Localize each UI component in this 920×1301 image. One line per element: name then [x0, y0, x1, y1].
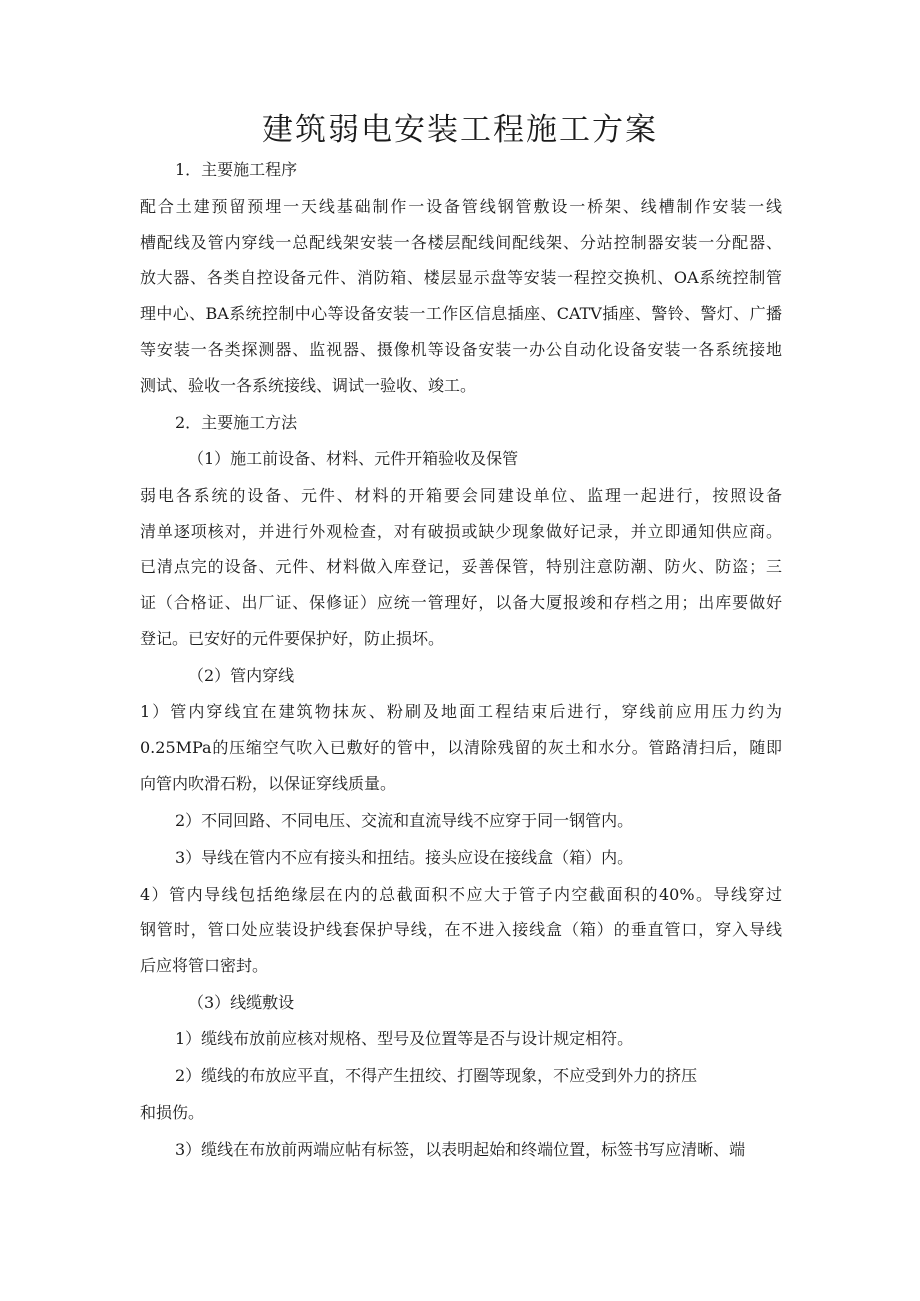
list-item: 和损伤。 — [140, 1103, 205, 1122]
paragraph-line: 槽配线及管内穿线一总配线架安装一各楼层配线间配线架、分站控制器安装一分配器、 — [140, 233, 782, 252]
paragraph-line: 4）管内导线包括绝缘层在内的总截面积不应大于管子内空截面积的40%。导线穿过 — [140, 885, 782, 904]
list-item: 2）缆线的布放应平直，不得产生扭绞、打圈等现象，不应受到外力的挤压 — [175, 1066, 698, 1085]
paragraph-line: 清单逐项核对，并进行外观检查，对有破损或缺少现象做好记录，并立即通知供应商。 — [140, 522, 782, 541]
paragraph-line: 已清点完的设备、元件、材料做入库登记，妥善保管，特别注意防潮、防火、防盗；三 — [140, 557, 782, 576]
paragraph-line: 向管内吹滑石粉，以保证穿线质量。 — [140, 774, 397, 793]
list-item: 2）不同回路、不同电压、交流和直流导线不应穿于同一钢管内。 — [175, 811, 634, 830]
paragraph-line: 弱电各系统的设备、元件、材料的开箱要会同建设单位、监理一起进行，按照设备 — [140, 486, 782, 505]
paragraph-line: 配合土建预留预埋一天线基础制作一设备管线钢管敷设一桥架、线槽制作安装一线 — [140, 197, 782, 216]
subsection-heading-3: （3）线缆敷设 — [188, 993, 295, 1012]
list-item: 1）缆线布放前应核对规格、型号及位置等是否与设计规定相符。 — [175, 1029, 634, 1048]
paragraph-line: 证（合格证、出厂证、保修证）应统一管理好，以备大厦报竣和存档之用；出库要做好 — [140, 593, 782, 612]
paragraph-line: 测试、验收一各系统接线、调试一验收、竣工。 — [140, 376, 477, 395]
paragraph-line: 钢管时，管口处应装设护线套保护导线，在不进入接线盒（箱）的垂直管口，穿入导线 — [140, 920, 782, 939]
section-heading-2: 2．主要施工方法 — [175, 413, 298, 432]
section-heading-1: 1．主要施工程序 — [175, 160, 298, 179]
subsection-heading-2: （2）管内穿线 — [188, 666, 295, 685]
paragraph-line: 1）管内穿线宜在建筑物抹灰、粉刷及地面工程结束后进行，穿线前应用压力约为 — [140, 702, 782, 721]
paragraph-line: 后应将管口密封。 — [140, 956, 269, 975]
subsection-heading-1: （1）施工前设备、材料、元件开箱验收及保管 — [188, 449, 519, 468]
document-title: 建筑弱电安装工程施工方案 — [262, 112, 658, 148]
paragraph-line: 登记。已安好的元件要保护好，防止损坏。 — [140, 629, 445, 648]
list-item: 3）导线在管内不应有接头和扭结。接头应设在接线盒（箱）内。 — [175, 848, 634, 867]
paragraph-line: 等安装一各类探测器、监视器、摄像机等设备安装一办公自动化设备安装一各系统接地 — [140, 340, 782, 359]
paragraph-line: 放大器、各类自控设备元件、消防箱、楼层显示盘等安装一程控交换机、OA系统控制管 — [140, 268, 782, 287]
paragraph-line: 0.25MPa的压缩空气吹入已敷好的管中，以清除残留的灰土和水分。管路清扫后，随即 — [140, 738, 782, 757]
paragraph-line: 理中心、BA系统控制中心等设备安装一工作区信息插座、CATV插座、警铃、警灯、广播 — [140, 304, 782, 323]
list-item: 3）缆线在布放前两端应帖有标签，以表明起始和终端位置，标签书写应清晰、端 — [175, 1140, 746, 1159]
